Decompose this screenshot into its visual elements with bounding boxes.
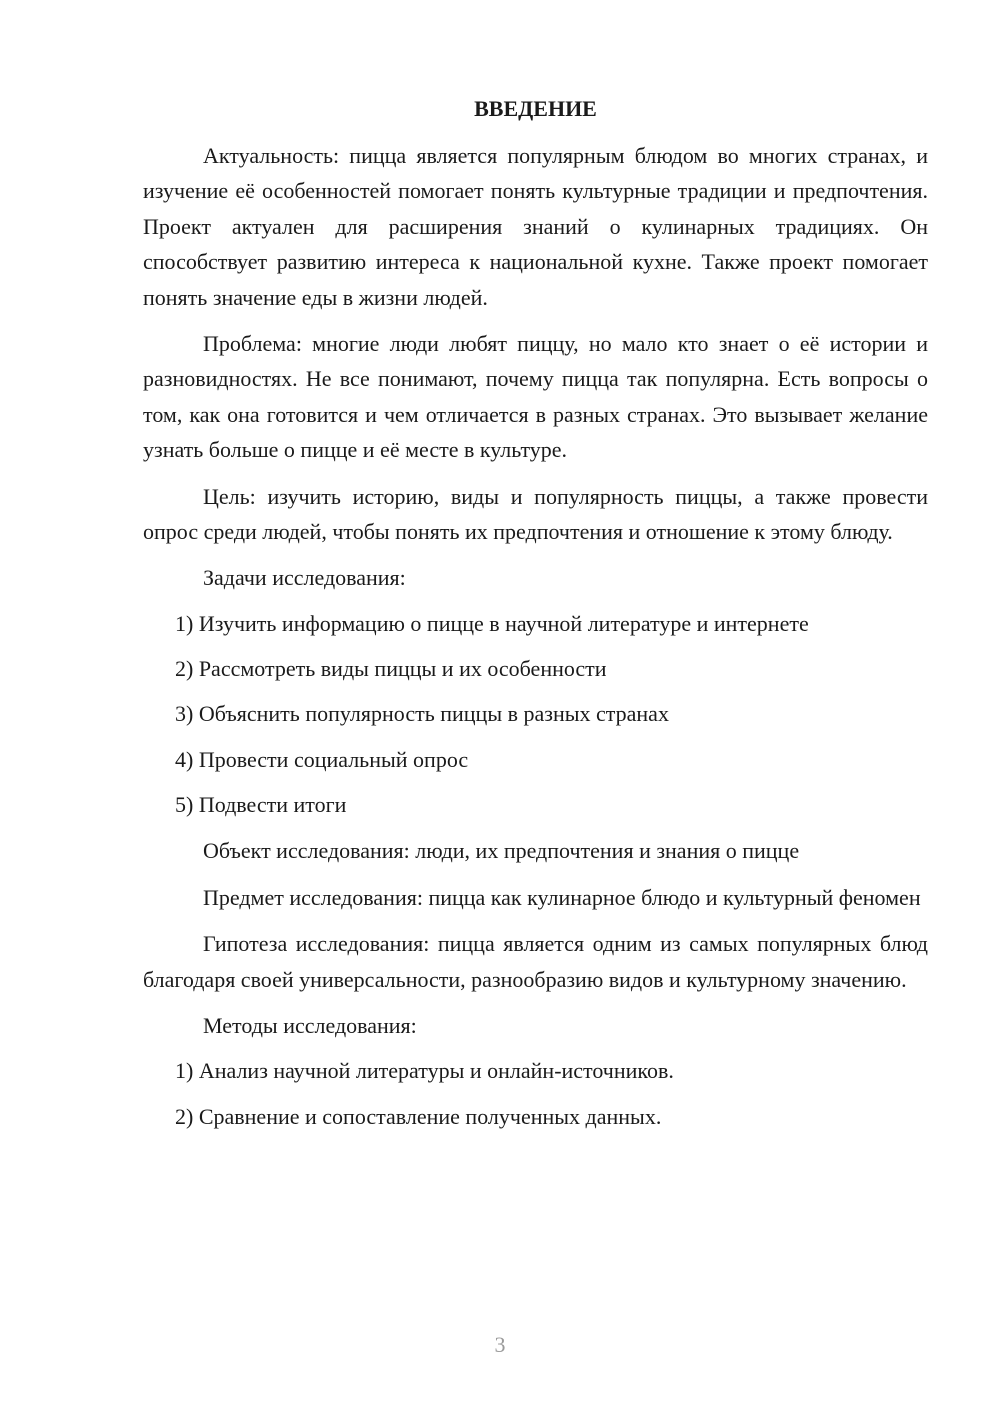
document-page: [143, 92, 928, 1145]
task-item-4: 4) Провести социальный опрос: [175, 746, 469, 772]
method-item-2: 2) Сравнение и сопоставление полученных данных.: [175, 1103, 662, 1129]
paragraph-goal: Цель: изучить историю, виды и популярность пиццы, а также провести опрос среди людей, чтобы понять их предпочтения и отношение к этому блюду.: [143, 483, 928, 545]
paragraph-relevance: Актуальность: пицца является популярным блюдом во многих странах, и изучение её особенностей помогает понять культурные традиции и предпочтения. Проект актуален для расширения знаний о кулинарных традициях. Он способствует развитию интереса к национальной кухне. Также проект помогает понять значение еды в жизни людей.: [143, 143, 928, 310]
paragraph-object: Объект исследования: люди, их предпочтения и знания о пицце: [203, 838, 800, 864]
task-item-1: 1) Изучить информацию о пицце в научной литературе и интернете: [175, 610, 809, 636]
paragraph-problem: Проблема: многие люди любят пиццу, но мало кто знает о её истории и разновидностях. Не все понимают, почему пицца так популярна. Есть вопросы о том, как она готовится и чем отличается в разных странах. Это вызывает желание узнать больше о пицце и её месте в культуре.: [143, 331, 928, 463]
page-number: 3: [494, 1332, 506, 1357]
tasks-heading: Задачи исследования:: [203, 565, 406, 591]
method-item-1: 1) Анализ научной литературы и онлайн-источников.: [175, 1058, 674, 1084]
paragraph-subject: Предмет исследования: пицца как кулинарное блюдо и культурный феномен: [203, 884, 921, 910]
paragraph-hypothesis: Гипотеза исследования: пицца является одним из самых популярных блюд благодаря своей универсальности, разнообразию видов и культурному значению.: [143, 931, 928, 992]
task-item-2: 2) Рассмотреть виды пиццы и их особенности: [175, 656, 607, 682]
methods-heading: Методы исследования:: [203, 1012, 417, 1038]
task-item-5: 5) Подвести итоги: [175, 792, 347, 818]
methods-list: [143, 1054, 928, 1133]
tasks-list: [143, 607, 928, 822]
page-title: ВВЕДЕНИЕ: [474, 96, 597, 121]
task-item-3: 3) Объяснить популярность пиццы в разных странах: [175, 701, 669, 727]
